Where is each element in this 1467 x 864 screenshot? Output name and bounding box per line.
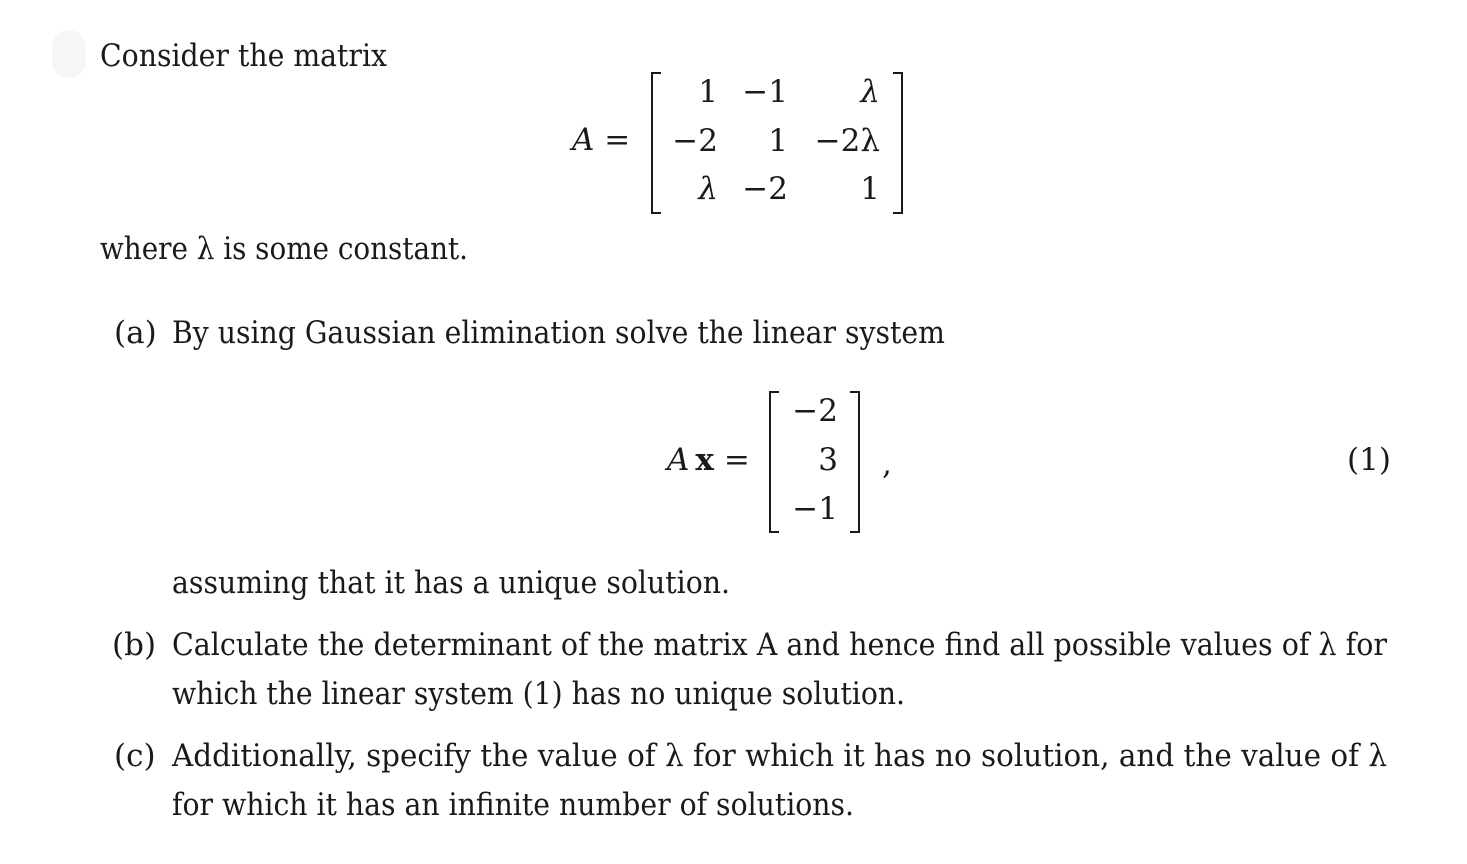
part-b-label: (b)	[112, 627, 157, 663]
equation-comma: ,	[882, 446, 892, 482]
vector-cell: −2	[792, 393, 838, 429]
vector-cell: −1	[792, 491, 838, 527]
part-a-text: By using Gaussian elimination solve the linear system	[172, 315, 945, 351]
part-c-line2: for which it has an infinite number of solutions.	[172, 787, 854, 823]
matrix-cell: λ	[698, 171, 718, 207]
matrix-cell: −2	[672, 123, 718, 159]
intro-text: Consider the matrix	[100, 38, 388, 74]
matrix-cell: 1	[698, 74, 718, 110]
matrix-lhs	[572, 120, 630, 160]
matrix-cell: 1	[860, 171, 880, 207]
part-b-line2: which the linear system (1) has no unique solution.	[172, 676, 906, 712]
equation-lhs	[667, 440, 750, 480]
matrix-cell: −2	[742, 171, 788, 207]
equation-number: (1)	[1347, 442, 1391, 478]
where-text: where λ is some constant.	[100, 231, 468, 267]
part-c-label: (c)	[114, 738, 156, 774]
part-a-label: (a)	[114, 315, 157, 351]
vector-cell: 3	[818, 442, 838, 478]
part-c-line1: Additionally, specify the value of λ for which it has no solution, and the value of λ	[172, 738, 1388, 774]
part-a-after: assuming that it has a unique solution.	[172, 565, 731, 601]
matrix-cell: 1	[768, 123, 788, 159]
vector-right-bracket	[850, 391, 860, 533]
equation-equals: =	[723, 442, 750, 478]
matrix-cell: λ	[860, 74, 880, 110]
equation-lhs-A: A	[667, 442, 690, 478]
part-b-line1: Calculate the determinant of the matrix A and hence find all possible values of λ for	[172, 627, 1387, 663]
matrix-right-bracket	[893, 72, 903, 214]
vector-left-bracket	[769, 391, 779, 533]
matrix-cell: −2λ	[814, 123, 880, 159]
matrix-lhs-label: A =	[572, 122, 631, 158]
decorative-blob	[52, 30, 86, 78]
equation-lhs-x: x	[695, 442, 714, 478]
matrix-cell: −1	[742, 74, 788, 110]
